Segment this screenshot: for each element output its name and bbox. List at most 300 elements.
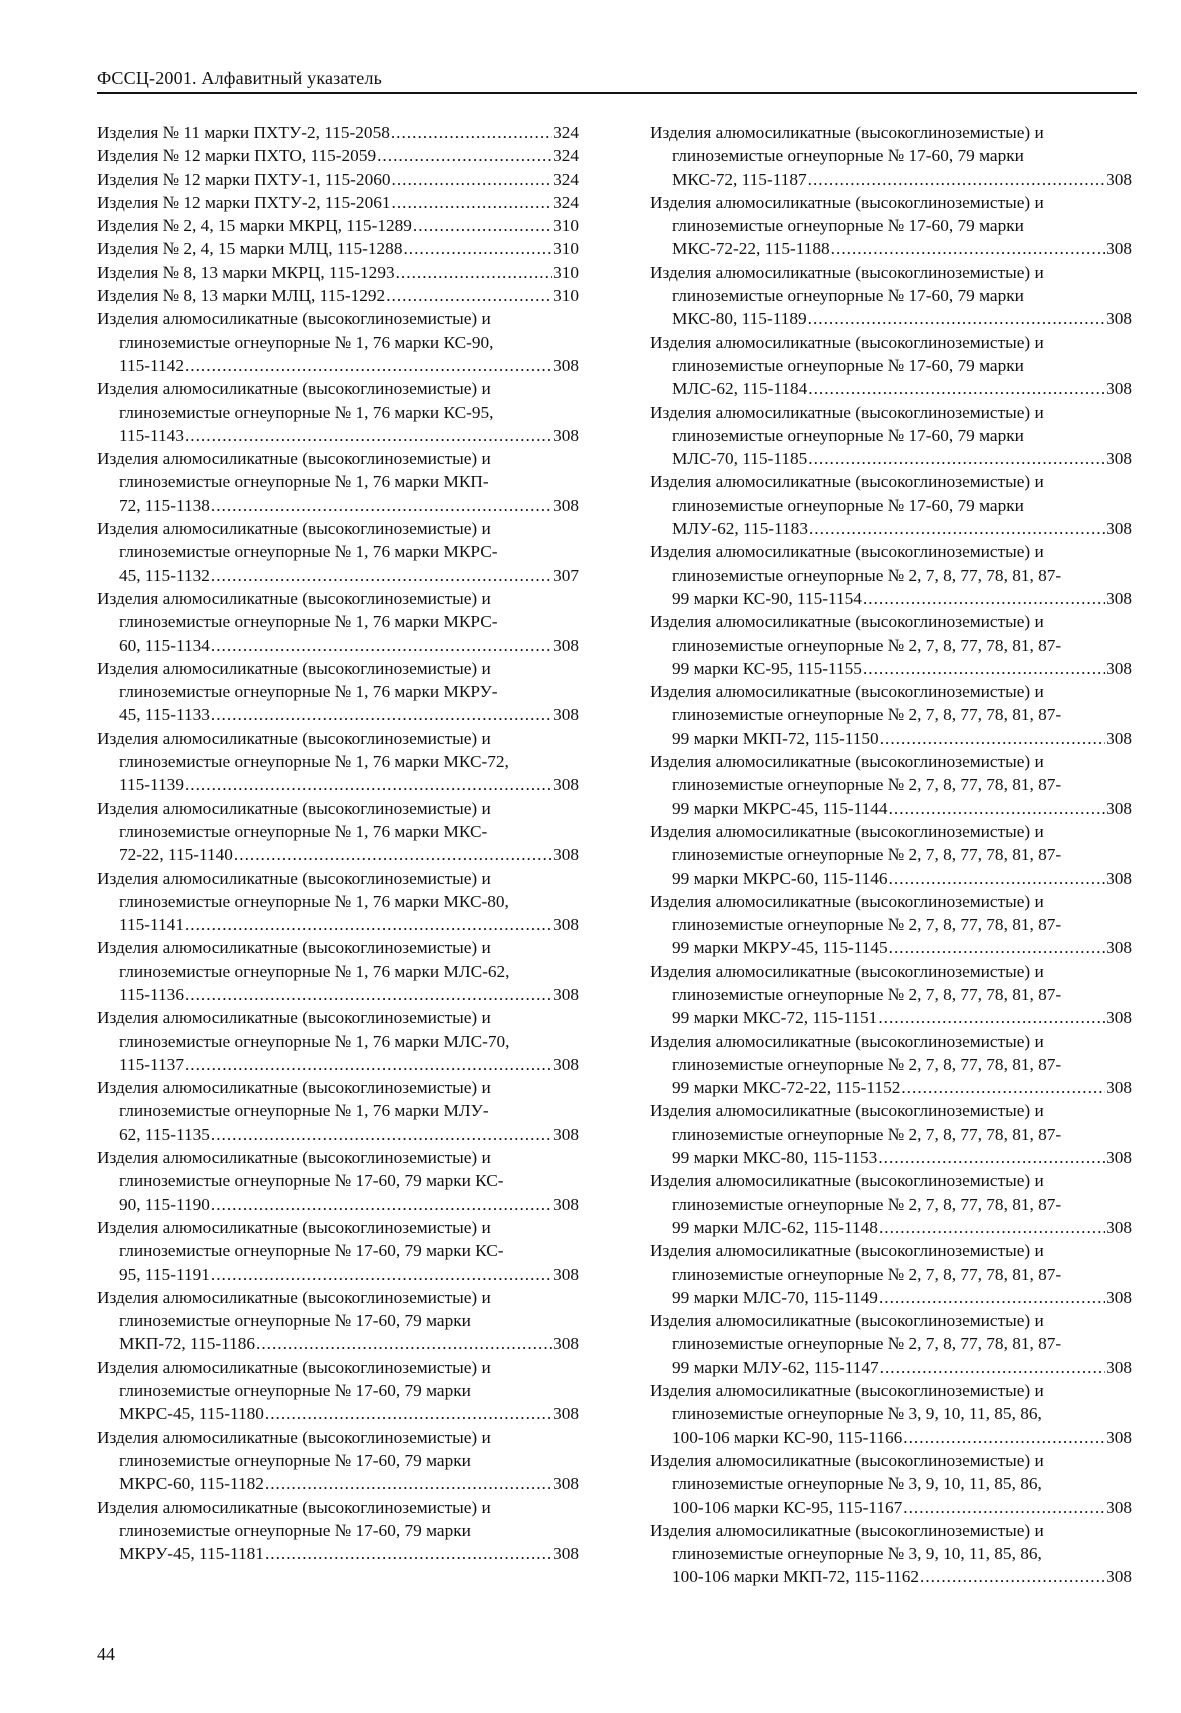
entry-text: МЛС-62, 115-1184 <box>672 379 808 399</box>
entry-text-line: глиноземистые огнеупорные № 2, 7, 8, 77, 78, 81, 87- <box>672 1264 1062 1284</box>
index-entry-final-line <box>97 773 579 796</box>
index-entry-final-line <box>97 144 579 167</box>
index-entry <box>97 1076 579 1146</box>
entry-text: МКРС-45, 115-1180 <box>119 1404 264 1424</box>
entry-text-line: глиноземистые огнеупорные № 2, 7, 8, 77, 78, 81, 87- <box>672 775 1062 795</box>
entry-page-number: 324 <box>553 192 579 212</box>
entry-text-line: Изделия алюмосиликатные (высокоглиноземистые) и <box>650 1520 1044 1540</box>
entry-text: 62, 115-1135 <box>119 1124 210 1144</box>
index-entry <box>97 657 579 727</box>
index-entry <box>97 1426 579 1496</box>
dot-leader <box>185 1053 552 1076</box>
index-entry <box>650 1099 1132 1169</box>
entry-text-line: Изделия алюмосиликатные (высокоглиноземистые) и <box>650 821 1044 841</box>
index-entry <box>97 191 579 214</box>
entry-page-number: 308 <box>1106 1008 1132 1028</box>
entry-page-number: 308 <box>1106 309 1132 329</box>
entry-page-number: 308 <box>553 1124 579 1144</box>
entry-page-number: 308 <box>553 915 579 935</box>
index-entry-final-line <box>97 564 579 587</box>
dot-leader <box>863 657 1105 680</box>
index-entry <box>97 447 579 517</box>
entry-text: МКС-80, 115-1189 <box>672 309 807 329</box>
index-entry-final-line <box>97 1193 579 1216</box>
entry-text-line: глиноземистые огнеупорные № 2, 7, 8, 77, 78, 81, 87- <box>672 1124 1062 1144</box>
index-entry-final-line <box>650 1565 1132 1588</box>
entry-text: 100-106 марки МКП-72, 115-1162 <box>672 1567 920 1587</box>
entry-text: 72, 115-1138 <box>119 495 210 515</box>
entry-page-number: 308 <box>1106 1078 1132 1098</box>
index-entry <box>650 540 1132 610</box>
entry-text: Изделия № 12 марки ПХТУ-1, 115-2060 <box>97 169 391 189</box>
index-entry-final-line <box>650 657 1132 680</box>
entry-text: 99 марки МКС-80, 115-1153 <box>672 1148 878 1168</box>
dot-leader <box>392 191 553 214</box>
entry-text-line: глиноземистые огнеупорные № 17-60, 79 марки <box>672 425 1024 445</box>
index-entry-final-line <box>650 447 1132 470</box>
entry-text: 100-106 марки КС-95, 115-1167 <box>672 1497 903 1517</box>
index-entry-final-line <box>650 1426 1132 1449</box>
index-entry <box>650 331 1132 401</box>
entry-text: 99 марки МКРС-60, 115-1146 <box>672 868 888 888</box>
entry-text-line: глиноземистые огнеупорные № 3, 9, 10, 11, 85, 86, <box>672 1404 1042 1424</box>
entry-text: МКП-72, 115-1186 <box>119 1334 256 1354</box>
index-entry-final-line <box>650 1146 1132 1169</box>
index-entry-final-line <box>650 1006 1132 1029</box>
entry-page-number: 308 <box>553 1404 579 1424</box>
index-entry-final-line <box>650 237 1132 260</box>
dot-leader <box>808 377 1105 400</box>
entry-text-line: Изделия алюмосиликатные (высокоглиноземистые) и <box>650 612 1044 632</box>
entry-text-line: Изделия алюмосиликатные (высокоглиноземистые) и <box>97 868 491 888</box>
entry-page-number: 308 <box>553 425 579 445</box>
entry-text-line: Изделия алюмосиликатные (высокоглиноземистые) и <box>97 1217 491 1237</box>
entry-text: 115-1139 <box>119 775 184 795</box>
entry-text-line: Изделия алюмосиликатные (высокоглиноземистые) и <box>97 658 491 678</box>
index-entry-final-line <box>97 1472 579 1495</box>
entry-page-number: 310 <box>553 262 579 282</box>
index-entry <box>650 1449 1132 1519</box>
entry-text-line: глиноземистые огнеупорные № 3, 9, 10, 11, 85, 86, <box>672 1544 1042 1564</box>
entry-text: 45, 115-1133 <box>119 705 210 725</box>
entry-text-line: Изделия алюмосиликатные (высокоглиноземистые) и <box>650 472 1044 492</box>
entry-text: Изделия № 2, 4, 15 марки МЛЦ, 115-1288 <box>97 239 403 259</box>
entry-text-line: Изделия алюмосиликатные (высокоглиноземистые) и <box>650 1241 1044 1261</box>
entry-text-line: Изделия алюмосиликатные (высокоглиноземистые) и <box>650 1101 1044 1121</box>
index-entry <box>97 587 579 657</box>
entry-text-line: Изделия алюмосиликатные (высокоглиноземистые) и <box>97 1078 491 1098</box>
entry-text-line: Изделия алюмосиликатные (высокоглиноземистые) и <box>97 588 491 608</box>
entry-text-line: глиноземистые огнеупорные № 2, 7, 8, 77, 78, 81, 87- <box>672 845 1062 865</box>
dot-leader <box>808 168 1105 191</box>
entry-text-line: Изделия алюмосиликатные (высокоглиноземистые) и <box>650 1381 1044 1401</box>
entry-page-number: 308 <box>1106 169 1132 189</box>
index-entry-final-line <box>97 1263 579 1286</box>
index-entry <box>650 960 1132 1030</box>
dot-leader <box>392 168 553 191</box>
dot-leader <box>265 1402 552 1425</box>
index-entry-final-line <box>97 1053 579 1076</box>
dot-leader <box>256 1332 552 1355</box>
index-entry-final-line <box>97 843 579 866</box>
entry-text-line: Изделия алюмосиликатные (высокоглиноземистые) и <box>650 123 1044 142</box>
entry-page-number: 308 <box>1106 658 1132 678</box>
entry-text-line: Изделия алюмосиликатные (высокоглиноземистые) и <box>97 1497 491 1517</box>
index-entry-final-line <box>97 703 579 726</box>
entry-text-line: глиноземистые огнеупорные № 1, 76 марки МКРС- <box>119 612 498 632</box>
entry-page-number: 308 <box>1106 1148 1132 1168</box>
index-entry <box>97 1356 579 1426</box>
dot-leader <box>413 214 552 237</box>
index-entry-final-line <box>650 867 1132 890</box>
index-entry <box>97 377 579 447</box>
dot-leader <box>903 1496 1105 1519</box>
entry-text: 99 марки КС-90, 115-1154 <box>672 588 862 608</box>
dot-leader <box>234 843 552 866</box>
entry-text-line: глиноземистые огнеупорные № 17-60, 79 марки <box>672 146 1024 166</box>
dot-leader <box>185 354 552 377</box>
dot-leader <box>863 587 1105 610</box>
entry-text: 115-1137 <box>119 1054 184 1074</box>
entry-page-number: 308 <box>553 705 579 725</box>
entry-text-line: глиноземистые огнеупорные № 3, 9, 10, 11, 85, 86, <box>672 1474 1042 1494</box>
dot-leader <box>889 797 1106 820</box>
index-entry-final-line <box>650 517 1132 540</box>
entry-text-line: Изделия алюмосиликатные (высокоглиноземистые) и <box>97 519 491 539</box>
entry-text-line: глиноземистые огнеупорные № 1, 76 марки МКРУ- <box>119 682 498 702</box>
entry-text-line: Изделия алюмосиликатные (высокоглиноземистые) и <box>650 1311 1044 1331</box>
dot-leader <box>889 867 1106 890</box>
entry-text: 90, 115-1190 <box>119 1194 210 1214</box>
entry-text-line: глиноземистые огнеупорные № 2, 7, 8, 77, 78, 81, 87- <box>672 1054 1062 1074</box>
index-entry-final-line <box>650 727 1132 750</box>
entry-text: МКРС-60, 115-1182 <box>119 1474 264 1494</box>
dot-leader <box>879 1216 1105 1239</box>
entry-text-line: Изделия алюмосиликатные (высокоглиноземистые) и <box>97 379 491 399</box>
entry-text-line: глиноземистые огнеупорные № 17-60, 79 марки <box>672 216 1024 236</box>
index-entry <box>97 307 579 377</box>
entry-page-number: 308 <box>1106 938 1132 958</box>
index-entry <box>97 727 579 797</box>
entry-page-number: 308 <box>1106 1427 1132 1447</box>
entry-text-line: глиноземистые огнеупорные № 2, 7, 8, 77, 78, 81, 87- <box>672 915 1062 935</box>
index-entry <box>97 121 579 144</box>
index-entry <box>650 1030 1132 1100</box>
entry-page-number: 310 <box>553 286 579 306</box>
entry-text: 115-1141 <box>119 915 184 935</box>
index-entry <box>650 191 1132 261</box>
entry-text: 99 марки МКРС-45, 115-1144 <box>672 798 888 818</box>
entry-page-number: 310 <box>553 216 579 236</box>
index-entry-final-line <box>97 237 579 260</box>
entry-text-line: глиноземистые огнеупорные № 17-60, 79 марки <box>672 495 1024 515</box>
index-entry-final-line <box>97 191 579 214</box>
entry-text-line: глиноземистые огнеупорные № 1, 76 марки КС-90, <box>119 332 494 352</box>
entry-text: 115-1142 <box>119 355 184 375</box>
index-entry <box>97 867 579 937</box>
entry-text: 72-22, 115-1140 <box>119 845 233 865</box>
entry-text-line: Изделия алюмосиликатные (высокоглиноземистые) и <box>650 192 1044 212</box>
entry-text-line: глиноземистые огнеупорные № 1, 76 марки КС-95, <box>119 402 494 422</box>
index-entry <box>650 1169 1132 1239</box>
entry-text-line: глиноземистые огнеупорные № 1, 76 марки МКС-72, <box>119 752 509 772</box>
entry-text-line: глиноземистые огнеупорные № 1, 76 марки МКС- <box>119 821 488 841</box>
dot-leader <box>211 703 552 726</box>
entry-text-line: Изделия алюмосиликатные (высокоглиноземистые) и <box>650 332 1044 352</box>
index-entry-final-line <box>97 1402 579 1425</box>
dot-leader <box>809 517 1105 540</box>
entry-text: МКС-72, 115-1187 <box>672 169 807 189</box>
index-entry-final-line <box>97 261 579 284</box>
index-entry-final-line <box>650 307 1132 330</box>
entry-text-line: глиноземистые огнеупорные № 2, 7, 8, 77, 78, 81, 87- <box>672 984 1062 1004</box>
entry-page-number: 308 <box>1106 798 1132 818</box>
index-entry <box>650 610 1132 680</box>
dot-leader <box>879 1286 1105 1309</box>
entry-page-number: 308 <box>1106 1357 1132 1377</box>
dot-leader <box>185 983 552 1006</box>
dot-leader <box>211 1123 552 1146</box>
dot-leader <box>265 1542 552 1565</box>
entry-text-line: глиноземистые огнеупорные № 2, 7, 8, 77, 78, 81, 87- <box>672 635 1062 655</box>
entry-text-line: Изделия алюмосиликатные (высокоглиноземистые) и <box>97 1427 491 1447</box>
dot-leader <box>403 237 552 260</box>
entry-text: 99 марки МЛС-70, 115-1149 <box>672 1287 878 1307</box>
index-entry <box>97 936 579 1006</box>
entry-page-number: 308 <box>553 1264 579 1284</box>
entry-text: 99 марки КС-95, 115-1155 <box>672 658 862 678</box>
index-entry <box>97 261 579 284</box>
index-entry-final-line <box>650 1356 1132 1379</box>
entry-text-line: глиноземистые огнеупорные № 17-60, 79 марки КС- <box>119 1171 504 1191</box>
entry-page-number: 308 <box>553 1194 579 1214</box>
index-entry <box>97 797 579 867</box>
dot-leader <box>878 1146 1105 1169</box>
entry-text-line: Изделия алюмосиликатные (высокоглиноземистые) и <box>650 542 1044 562</box>
entry-text: 115-1143 <box>119 425 184 445</box>
dot-leader <box>878 1006 1105 1029</box>
page-header <box>97 62 1137 94</box>
dot-leader <box>265 1472 552 1495</box>
entry-page-number: 308 <box>553 1334 579 1354</box>
index-entry-final-line <box>97 284 579 307</box>
entry-text-line: Изделия алюмосиликатные (высокоглиноземистые) и <box>650 961 1044 981</box>
entry-text-line: Изделия алюмосиликатные (высокоглиноземистые) и <box>650 752 1044 772</box>
entry-page-number: 308 <box>553 1544 579 1564</box>
index-entry-final-line <box>97 494 579 517</box>
entry-text: 95, 115-1191 <box>119 1264 210 1284</box>
index-entry-final-line <box>97 913 579 936</box>
dot-leader <box>880 1356 1105 1379</box>
dot-leader <box>185 424 552 447</box>
entry-text-line: глиноземистые огнеупорные № 17-60, 79 марки КС- <box>119 1241 504 1261</box>
dot-leader <box>901 1076 1105 1099</box>
entry-text-line: глиноземистые огнеупорные № 1, 76 марки МЛС-70, <box>119 1031 510 1051</box>
index-column-right <box>650 121 1132 1589</box>
dot-leader <box>211 494 552 517</box>
index-entry-final-line <box>650 1076 1132 1099</box>
entry-page-number: 308 <box>553 635 579 655</box>
entry-text-line: Изделия алюмосиликатные (высокоглиноземистые) и <box>650 1450 1044 1470</box>
entry-text-line: Изделия алюмосиликатные (высокоглиноземистые) и <box>97 1148 491 1168</box>
index-entry <box>97 1496 579 1566</box>
entry-text: МКС-72-22, 115-1188 <box>672 239 830 259</box>
entry-text-line: Изделия алюмосиликатные (высокоглиноземистые) и <box>650 682 1044 702</box>
entry-text: 60, 115-1134 <box>119 635 210 655</box>
entry-text-line: глиноземистые огнеупорные № 17-60, 79 марки <box>672 355 1024 375</box>
entry-text-line: глиноземистые огнеупорные № 1, 76 марки МЛС-62, <box>119 961 510 981</box>
index-entry <box>650 261 1132 331</box>
index-entry <box>650 680 1132 750</box>
entry-page-number: 308 <box>1106 449 1132 469</box>
entry-page-number: 324 <box>553 146 579 166</box>
index-entry-final-line <box>97 634 579 657</box>
index-entry-final-line <box>650 168 1132 191</box>
entry-text: МЛУ-62, 115-1183 <box>672 519 808 539</box>
entry-text-line: Изделия алюмосиликатные (высокоглиноземистые) и <box>97 798 491 818</box>
entry-text-line: Изделия алюмосиликатные (высокоглиноземистые) и <box>97 1008 491 1028</box>
entry-text-line: Изделия алюмосиликатные (высокоглиноземистые) и <box>650 1031 1044 1051</box>
index-entry-final-line <box>97 424 579 447</box>
entry-text: 100-106 марки КС-90, 115-1166 <box>672 1427 903 1447</box>
dot-leader <box>808 447 1105 470</box>
entry-text: МКРУ-45, 115-1181 <box>119 1544 264 1564</box>
entry-text: Изделия № 11 марки ПХТУ-2, 115-2058 <box>97 123 390 142</box>
dot-leader <box>889 936 1105 959</box>
index-entry-final-line <box>97 1332 579 1355</box>
entry-text-line: глиноземистые огнеупорные № 2, 7, 8, 77, 78, 81, 87- <box>672 1194 1062 1214</box>
index-entry-final-line <box>650 1496 1132 1519</box>
index-entry-final-line <box>650 797 1132 820</box>
index-entry <box>650 890 1132 960</box>
dot-leader <box>185 913 552 936</box>
index-entry <box>650 1379 1132 1449</box>
entry-page-number: 308 <box>1106 1497 1132 1517</box>
dot-leader <box>211 1193 552 1216</box>
entry-text: 99 марки МКРУ-45, 115-1145 <box>672 938 888 958</box>
entry-text-line: Изделия алюмосиликатные (высокоглиноземистые) и <box>97 309 491 329</box>
entry-text-line: Изделия алюмосиликатные (высокоглиноземистые) и <box>97 938 491 958</box>
index-entry-final-line <box>97 121 579 144</box>
index-entry <box>97 168 579 191</box>
index-entry <box>650 401 1132 471</box>
index-entry <box>650 1519 1132 1589</box>
entry-text-line: глиноземистые огнеупорные № 1, 76 марки МКС-80, <box>119 891 509 911</box>
dot-leader <box>377 144 552 167</box>
entry-text: 115-1136 <box>119 984 184 1004</box>
entry-text: Изделия № 12 марки ПХТО, 115-2059 <box>97 146 377 166</box>
index-entry-final-line <box>650 936 1132 959</box>
dot-leader <box>391 121 552 144</box>
dot-leader <box>396 261 552 284</box>
entry-page-number: 324 <box>553 123 579 142</box>
entry-page-number: 307 <box>553 565 579 585</box>
entry-text-line: Изделия алюмосиликатные (высокоглиноземистые) и <box>650 402 1044 422</box>
entry-text: 99 марки МЛУ-62, 115-1147 <box>672 1357 879 1377</box>
entry-text: Изделия № 8, 13 марки МКРЦ, 115-1293 <box>97 262 395 282</box>
index-entry <box>97 1146 579 1216</box>
entry-text: Изделия № 12 марки ПХТУ-2, 115-2061 <box>97 192 391 212</box>
entry-page-number: 308 <box>553 495 579 515</box>
entry-page-number: 308 <box>1106 519 1132 539</box>
dot-leader <box>185 773 552 796</box>
entry-text: 99 марки МКС-72, 115-1151 <box>672 1008 878 1028</box>
index-entry <box>650 820 1132 890</box>
entry-page-number: 308 <box>553 775 579 795</box>
index-entry-final-line <box>97 214 579 237</box>
index-entry-final-line <box>97 168 579 191</box>
entry-text-line: Изделия алюмосиликатные (высокоглиноземистые) и <box>97 1287 491 1307</box>
entry-text-line: глиноземистые огнеупорные № 17-60, 79 марки <box>672 286 1024 306</box>
index-entry <box>97 214 579 237</box>
entry-text-line: глиноземистые огнеупорные № 2, 7, 8, 77, 78, 81, 87- <box>672 1334 1062 1354</box>
index-entry <box>97 1006 579 1076</box>
entry-text-line: глиноземистые огнеупорные № 17-60, 79 марки <box>119 1381 471 1401</box>
index-entry <box>650 121 1132 191</box>
entry-page-number: 308 <box>1106 868 1132 888</box>
index-entry <box>97 1286 579 1356</box>
index-entry <box>650 750 1132 820</box>
index-entry-final-line <box>650 587 1132 610</box>
entry-text: Изделия № 8, 13 марки МЛЦ, 115-1292 <box>97 286 386 306</box>
entry-text-line: Изделия алюмосиликатные (высокоглиноземистые) и <box>97 449 491 469</box>
entry-text: 45, 115-1132 <box>119 565 210 585</box>
index-entry <box>650 1309 1132 1379</box>
entry-page-number: 308 <box>1106 588 1132 608</box>
page-number: 44 <box>97 1644 115 1664</box>
entry-page-number: 308 <box>553 1474 579 1494</box>
index-entry-final-line <box>650 1216 1132 1239</box>
index-entry <box>650 470 1132 540</box>
index-entry-final-line <box>650 377 1132 400</box>
entry-page-number: 308 <box>1106 728 1132 748</box>
entry-text-line: глиноземистые огнеупорные № 2, 7, 8, 77, 78, 81, 87- <box>672 565 1062 585</box>
entry-text-line: Изделия алюмосиликатные (высокоглиноземистые) и <box>97 1357 491 1377</box>
entry-text-line: глиноземистые огнеупорные № 1, 76 марки МЛУ- <box>119 1101 489 1121</box>
dot-leader <box>831 237 1105 260</box>
entry-page-number: 308 <box>553 984 579 1004</box>
index-entry <box>97 517 579 587</box>
dot-leader <box>211 564 552 587</box>
dot-leader <box>211 1263 552 1286</box>
index-entry <box>97 237 579 260</box>
entry-text-line: глиноземистые огнеупорные № 2, 7, 8, 77, 78, 81, 87- <box>672 705 1062 725</box>
entry-page-number: 308 <box>553 355 579 375</box>
index-entry-final-line <box>97 354 579 377</box>
entry-text-line: глиноземистые огнеупорные № 17-60, 79 марки <box>119 1520 471 1540</box>
entry-text: 99 марки МКС-72-22, 115-1152 <box>672 1078 901 1098</box>
entry-page-number: 324 <box>553 169 579 189</box>
entry-page-number: 308 <box>1106 1287 1132 1307</box>
entry-page-number: 308 <box>553 845 579 865</box>
dot-leader <box>808 307 1105 330</box>
entry-text: МЛС-70, 115-1185 <box>672 449 808 469</box>
entry-text-line: Изделия алюмосиликатные (высокоглиноземистые) и <box>650 262 1044 282</box>
index-column-left <box>97 121 579 1565</box>
entry-page-number: 308 <box>1106 379 1132 399</box>
index-entry-final-line <box>650 1286 1132 1309</box>
index-entry <box>650 1239 1132 1309</box>
entry-page-number: 308 <box>553 1054 579 1074</box>
dot-leader <box>903 1426 1105 1449</box>
entry-text: Изделия № 2, 4, 15 марки МКРЦ, 115-1289 <box>97 216 412 236</box>
dot-leader <box>920 1565 1105 1588</box>
index-entry-final-line <box>97 1542 579 1565</box>
entry-text-line: глиноземистые огнеупорные № 17-60, 79 марки <box>119 1450 471 1470</box>
entry-text-line: Изделия алюмосиликатные (высокоглиноземистые) и <box>97 728 491 748</box>
entry-page-number: 308 <box>1106 1567 1132 1587</box>
dot-leader <box>211 634 552 657</box>
